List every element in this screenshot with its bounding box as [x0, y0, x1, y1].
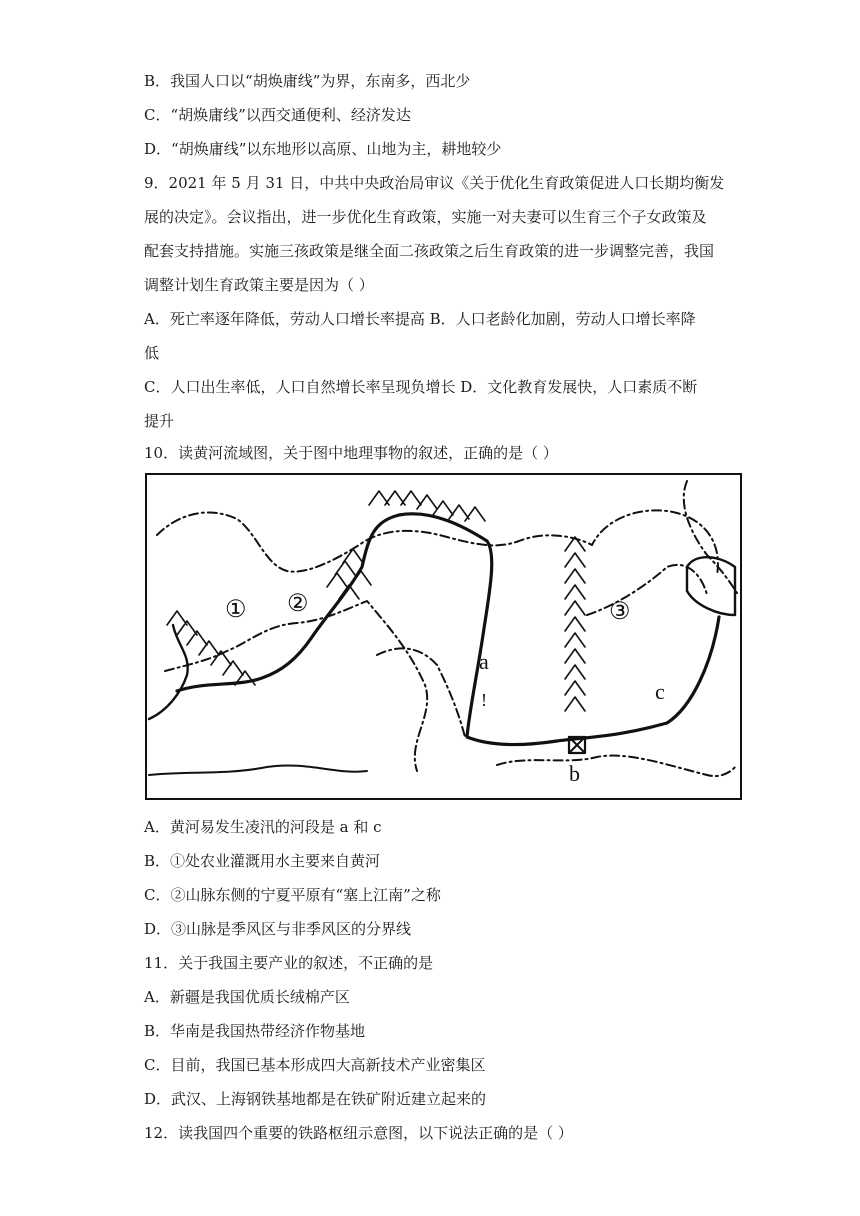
- yellow-river: [177, 514, 719, 745]
- boundary-inner-1: [377, 648, 465, 737]
- q11-option-d: D．武汉、上海钢铁基地都是在铁矿附近建立起来的: [144, 1090, 487, 1108]
- region-3-label: ③: [609, 597, 631, 625]
- q10-option-d: D．③山脉是季风区与非季风区的分界线: [144, 920, 412, 938]
- region-west-border: [149, 625, 188, 719]
- basin-boundary: [157, 510, 718, 575]
- station-b-label: b: [569, 761, 580, 786]
- q9-option-line-1: A．死亡率逐年降低，劳动人口增长率提高 B．人口老龄化加剧，劳动人口增长率降: [144, 310, 696, 328]
- q12-stem: 12．读我国四个重要的铁路枢纽示意图，以下说法正确的是（ ）: [144, 1124, 573, 1142]
- region-1-label: ①: [225, 595, 247, 623]
- province-line-east: [684, 481, 737, 593]
- q11-stem: 11．关于我国主要产业的叙述，不正确的是: [144, 954, 434, 972]
- q8-option-c: C．“胡焕庸线”以西交通便利、经济发达: [144, 106, 411, 124]
- q11-option-c: C．目前，我国已基本形成四大高新技术产业密集区: [144, 1056, 486, 1074]
- river-section-c-label: c: [655, 679, 665, 704]
- q9-stem-line-1: 9．2021 年 5 月 31 日，中共中央政治局审议《关于优化生育政策促进人口长期均衡发: [144, 174, 725, 192]
- q10-stem: 10．读黄河流域图，关于图中地理事物的叙述，正确的是（ ）: [144, 444, 558, 462]
- coast-lower: [149, 765, 367, 775]
- river-section-a-label: a: [479, 649, 489, 674]
- yellow-river-basin-map: [145, 473, 742, 800]
- q10-option-c: C．②山脉东侧的宁夏平原有“塞上江南”之称: [144, 886, 441, 904]
- q9-option-line-3: C．人口出生率低，人口自然增长率呈现负增长 D．文化教育发展快，人口素质不断: [144, 378, 698, 396]
- q9-option-line-4: 提升: [144, 412, 175, 430]
- q11-option-a: A．新疆是我国优质长绒棉产区: [144, 988, 350, 1006]
- region-2-label: ②: [287, 589, 309, 617]
- lake-northeast: [687, 557, 735, 615]
- q9-stem-line-3: 配套支持措施。实施三孩政策是继全面二孩政策之后生育政策的进一步调整完善，我国: [144, 242, 715, 260]
- boundary-inner-2: [587, 565, 707, 615]
- mountains-taihang: [565, 537, 585, 711]
- q10-option-a: A．黄河易发生凌汛的河段是 a 和 c: [144, 818, 382, 836]
- map-drawing: [147, 475, 739, 797]
- boundary-southeast: [497, 756, 737, 777]
- river-flow-mark: !: [481, 690, 487, 710]
- q9-stem-line-2: 展的决定》。会议指出，进一步优化生育政策，实施一对夫妻可以生育三个子女政策及: [144, 208, 707, 226]
- q9-stem-line-4: 调整计划生育政策主要是因为（ ）: [144, 276, 374, 294]
- q8-option-b: B．我国人口以“胡焕庸线”为界，东南多，西北少: [144, 72, 471, 90]
- q10-option-b: B．①处农业灌溉用水主要来自黄河: [144, 852, 381, 870]
- q8-option-d: D．“胡焕庸线”以东地形以高原、山地为主，耕地较少: [144, 140, 502, 158]
- q11-option-b: B．华南是我国热带经济作物基地: [144, 1022, 366, 1040]
- q9-option-line-2: 低: [144, 344, 160, 362]
